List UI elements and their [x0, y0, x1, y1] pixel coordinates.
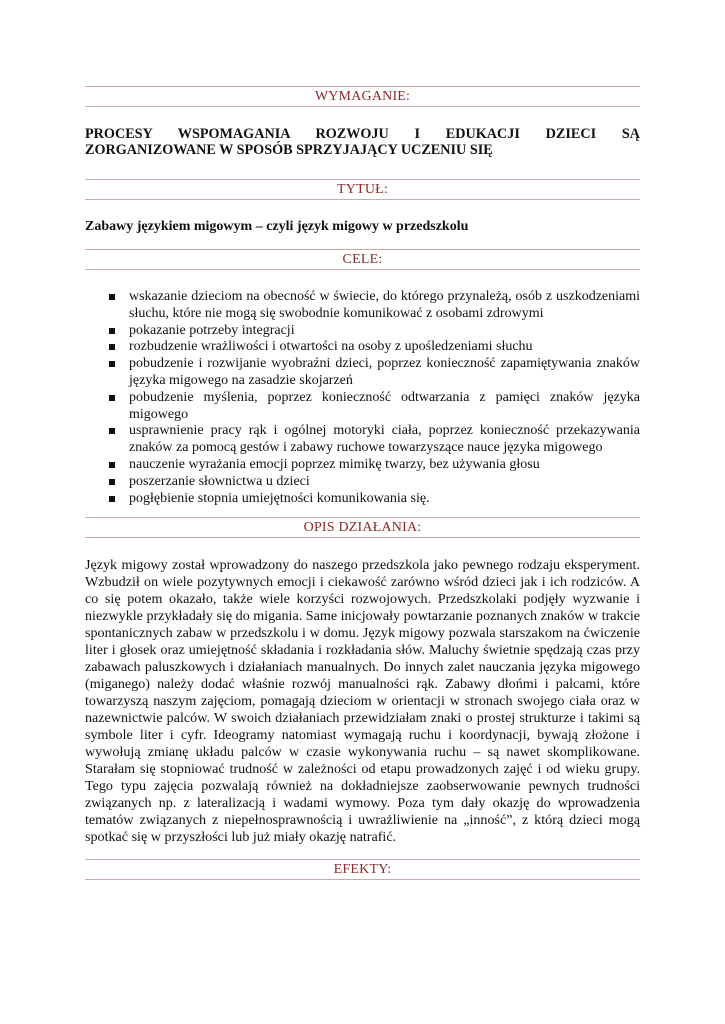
square-bullet-icon [109, 328, 115, 334]
effects-section-header: EFEKTY: [85, 859, 640, 880]
square-bullet-icon [109, 496, 115, 502]
goals-list [85, 289, 640, 507]
square-bullet-icon [109, 361, 115, 367]
list-item: nauczenie wyrażania emocji poprzez mimikę twarzy, bez używania głosu [85, 457, 640, 474]
square-bullet-icon [109, 462, 115, 468]
list-item: rozbudzenie wrażliwości i otwartości na osoby z upośledzeniami słuchu [85, 339, 640, 356]
square-bullet-icon [109, 344, 115, 350]
list-item: usprawnienie pracy rąk i ogólnej motoryki ciała, poprzez konieczność przekazywania znaków za pomocą gestów i zabawy ruchowe towarzyszące nauce języka migowego [85, 423, 640, 457]
list-item: wskazanie dzieciom na obecność w świecie, do którego przynależą, osób z uszkodzeniami słuchu, które nie mogą się swobodnie komunikować z osobami zdrowymi [85, 289, 640, 323]
title-text: Zabawy językiem migowym – czyli język migowy w przedszkolu [85, 219, 469, 234]
requirement-section-header: WYMAGANIE: [85, 86, 640, 107]
square-bullet-icon [109, 479, 115, 485]
square-bullet-icon [109, 395, 115, 401]
description-text: Język migowy został wprowadzony do naszego przedszkola jako pewnego rodzaju eksperyment. Wzbudził on wiele pozytywnych emocji i ciekawość zarówno wśród dzieci jak i ich rodziców. A co się potem okazało, także wiele korzyści rozwojowych. Przedszkolaki podjęły wyzwanie i niezwykle przykładały się do migania. Same inicjowały powtarzanie poznanych znaków w trakcie spontanicznych zabaw w przedszkolu i w domu. Język migowy pozwala starszakom na ćwiczenie liter i głosek oraz umiejętność składania i rozkładania słów. Maluchy świetnie spędzają czas przy zabawach paluszkowych i działaniach manualnych. Do innych zalet nauczania języka migowego (miganego) należy dodać właśnie rozwój manualności rąk. Zabawy dłońmi i palcami, które towarzyszą naszym zajęciom, pomagają dzieciom w orientacji w stronach swojego ciała oraz w nazewnictwie palców. W swoich działaniach przewidziałam znaki o prostej strukturze i takimi są symbole liter i cyfr. Ideogramy natomiast wymagają ruchu i koordynacji, bywają złożone i wywołują zmianę układu palców w czasie wykonywania ruchu – są nawet skomplikowane. Starałam się stopniować trudność w zależności od etapu prowadzonych zajęć i od wieku grupy. Tego typu zajęcia pozwalają również na dokładniejsze zaobserwowanie pewnych trudności związanych np. z lateralizacją i wadami wymowy. Poza tym dały okazję do wprowadzenia tematów związanych z niepełnosprawnością i uwrażliwienie na „inność”, z którą dzieci mogą spotkać się w przyszłości lub już miały okazję natrafić. [85, 557, 640, 845]
description-section-header: OPIS DZIAŁANIA: [85, 517, 640, 538]
title-section-header: TYTUŁ: [85, 179, 640, 200]
list-item: pokazanie potrzeby integracji [85, 323, 640, 340]
list-item: pobudzenie i rozwijanie wyobraźni dzieci, poprzez konieczność zapamiętywania znaków języka migowego na zasadzie skojarzeń [85, 356, 640, 390]
list-item: poszerzanie słownictwa u dzieci [85, 474, 640, 491]
document-page [85, 86, 640, 880]
square-bullet-icon [109, 294, 115, 300]
square-bullet-icon [109, 428, 115, 434]
goals-section-header: CELE: [85, 249, 640, 270]
requirement-text: PROCESY WSPOMAGANIA ROZWOJU I EDUKACJI DZIECI SĄ ZORGANIZOWANE W SPOSÓB SPRZYJAJĄCY UCZENIU SIĘ [85, 126, 640, 158]
list-item: pobudzenie myślenia, poprzez konieczność odtwarzania z pamięci znaków języka migowego [85, 390, 640, 424]
list-item: pogłębienie stopnia umiejętności komunikowania się. [85, 491, 640, 508]
